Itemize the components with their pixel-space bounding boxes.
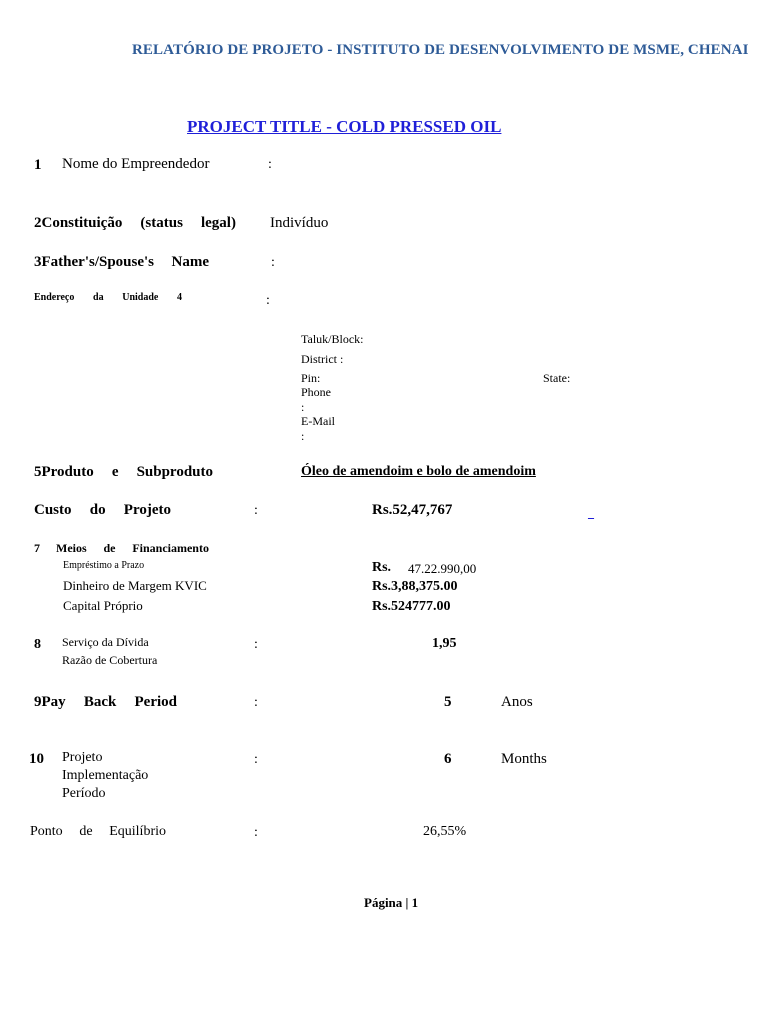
item9-value: 5 bbox=[444, 694, 452, 710]
pin-label: Pin: bbox=[301, 371, 321, 385]
phone-colon: : bbox=[301, 400, 305, 414]
breakeven-label-part: Equilíbrio bbox=[109, 824, 166, 839]
own-capital-value: Rs.524777.00 bbox=[372, 599, 451, 614]
own-capital-label: Capital Próprio bbox=[63, 598, 143, 613]
item2-value: Indivíduo bbox=[270, 215, 329, 231]
item8-colon: : bbox=[254, 637, 258, 652]
item10-label-line2: Implementação bbox=[62, 768, 149, 783]
item8-label-line2: Razão de Cobertura bbox=[62, 653, 158, 667]
item10-value: 6 bbox=[444, 751, 452, 767]
item9-label bbox=[34, 694, 177, 711]
item9-label-part: 9Pay bbox=[34, 694, 66, 710]
item4-colon: : bbox=[266, 293, 270, 308]
item6-label bbox=[34, 502, 171, 519]
item4-label-part: da bbox=[93, 292, 104, 303]
item3-label bbox=[34, 254, 209, 271]
item2-label bbox=[34, 215, 236, 232]
item3-colon: : bbox=[271, 255, 275, 270]
item1-colon: : bbox=[268, 157, 272, 172]
item7-label-part: Financiamento bbox=[132, 541, 209, 555]
item5-label-part: Subproduto bbox=[136, 464, 213, 480]
item3-label-part: Name bbox=[171, 254, 209, 270]
item8-label-line1: Serviço da Dívida bbox=[62, 635, 149, 649]
breakeven-label-part: de bbox=[79, 824, 93, 839]
item6-label-part: Projeto bbox=[123, 502, 171, 518]
term-loan-value: 47.22.990,00 bbox=[408, 561, 477, 576]
item4-label-part: 4 bbox=[176, 292, 182, 303]
item10-number: 10 bbox=[29, 751, 44, 767]
item10-unit: Months bbox=[501, 751, 547, 767]
item10-label-line1: Projeto bbox=[62, 750, 103, 765]
item2-label-part: (status bbox=[140, 215, 183, 231]
item9-colon: : bbox=[254, 695, 258, 710]
item10-colon: : bbox=[254, 752, 258, 767]
item7-label-part: de bbox=[103, 541, 116, 555]
page-number: Página | 1 bbox=[364, 895, 419, 910]
item6-label-part: do bbox=[89, 502, 106, 518]
item5-label-part: e bbox=[111, 464, 119, 480]
item7-label bbox=[56, 541, 209, 556]
breakeven-value: 26,55% bbox=[423, 824, 467, 839]
item6-value: Rs.52,47,767 bbox=[372, 502, 453, 518]
link-mark[interactable]: _ bbox=[588, 506, 594, 520]
item4-label-part: Endereço bbox=[34, 292, 75, 303]
item7-label-part: Meios bbox=[56, 541, 87, 555]
email-label: E-Mail bbox=[301, 414, 335, 428]
district-label: District : bbox=[301, 352, 344, 366]
item4-label-part: Unidade bbox=[122, 292, 159, 303]
report-header: RELATÓRIO DE PROJETO - INSTITUTO DE DESENVOLVIMENTO DE MSME, CHENAI bbox=[132, 42, 749, 58]
item9-label-part: Period bbox=[134, 694, 177, 710]
item9-label-part: Back bbox=[83, 694, 117, 710]
term-loan-rs: Rs. bbox=[372, 560, 392, 575]
margin-money-value: Rs.3,88,375.00 bbox=[372, 579, 458, 594]
item6-label-part: Custo bbox=[34, 502, 72, 518]
item7-number: 7 bbox=[34, 541, 40, 555]
item8-value: 1,95 bbox=[432, 636, 457, 651]
item1-number: 1 bbox=[34, 157, 42, 173]
breakeven-colon: : bbox=[254, 825, 258, 840]
item2-label-part: legal) bbox=[200, 215, 236, 231]
item10-label-line3: Período bbox=[62, 786, 106, 801]
email-colon: : bbox=[301, 429, 305, 443]
breakeven-label-part: Ponto bbox=[30, 824, 63, 839]
margin-money-label: Dinheiro de Margem KVIC bbox=[63, 578, 207, 593]
item2-label-part: 2Constituição bbox=[34, 215, 123, 231]
item4-label bbox=[34, 292, 182, 303]
item9-unit: Anos bbox=[501, 694, 533, 710]
item5-label bbox=[34, 464, 213, 481]
item1-label: Nome do Empreendedor bbox=[62, 156, 210, 172]
taluk-label: Taluk/Block: bbox=[301, 332, 364, 346]
phone-label: Phone bbox=[301, 385, 331, 399]
item3-label-part: 3Father's/Spouse's bbox=[34, 254, 155, 270]
breakeven-label bbox=[30, 824, 166, 840]
item5-value: Óleo de amendoim e bolo de amendoim bbox=[301, 464, 536, 479]
item5-label-part: 5Produto bbox=[34, 464, 94, 480]
item8-number: 8 bbox=[34, 637, 41, 652]
item6-colon: : bbox=[254, 503, 258, 518]
project-title: PROJECT TITLE - COLD PRESSED OIL bbox=[187, 117, 502, 136]
term-loan-label: Empréstimo a Prazo bbox=[63, 560, 145, 571]
state-label: State: bbox=[543, 371, 571, 385]
